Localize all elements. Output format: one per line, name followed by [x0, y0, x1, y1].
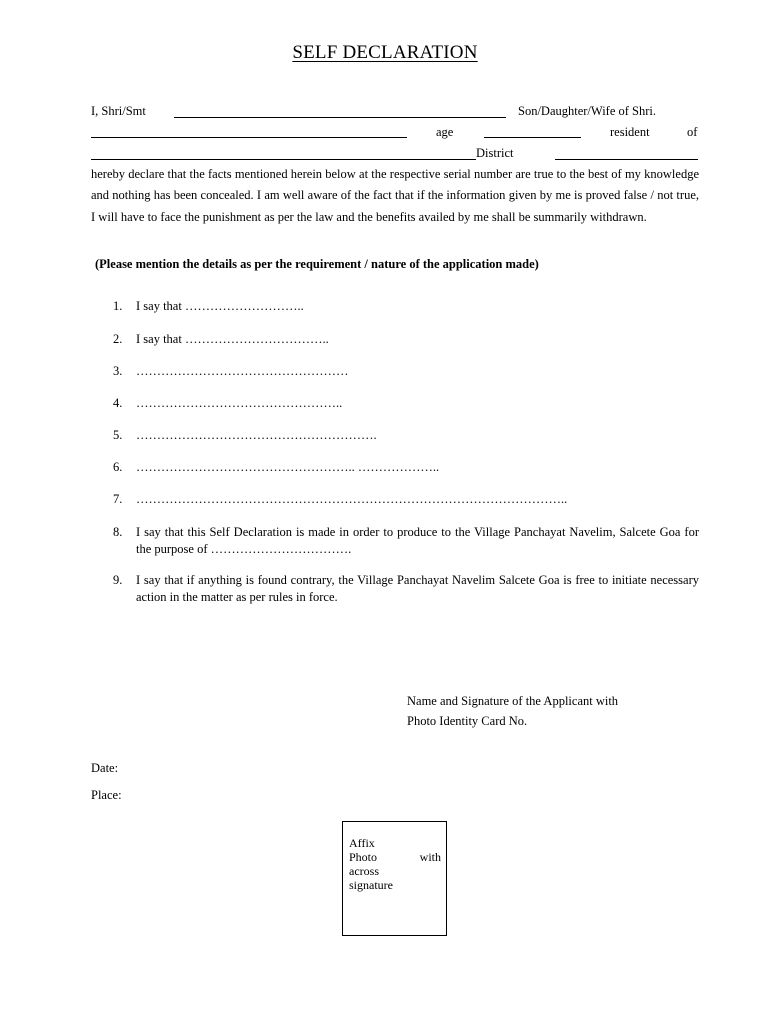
photo-line-across: across: [349, 864, 379, 878]
resident-label: resident: [610, 125, 650, 139]
item-text: I say that if anything is found contrary, the Village Panchayat Navelim Salcete Goa is free to initiate necessary action in the matter as per rules in force.: [136, 573, 699, 604]
item-text: ………………………………………………….: [136, 428, 377, 442]
photo-line-affix: Affix: [349, 836, 375, 850]
age-blank[interactable]: [484, 137, 581, 138]
age-label: age: [436, 125, 454, 139]
instruction-note: (Please mention the details as per the requirement / nature of the application made): [95, 257, 539, 271]
declaration-text: hereby declare that the facts mentioned herein below at the respective serial number are true to the best of my knowledge and nothing has been concealed. I am well aware of the fact that if the information given by me is proved false / not true, I will have to face the punishment as per the law and the benefits availed by me shall be summarily withdrawn.: [91, 167, 699, 224]
item-number: 5.: [113, 428, 123, 442]
photo-line-photo: Photo: [349, 850, 378, 864]
parent-name-blank[interactable]: [91, 137, 407, 138]
item-number: 1.: [113, 299, 123, 313]
photo-box[interactable]: [342, 821, 447, 936]
item-text: …………………………………………………………………………………………..: [136, 492, 568, 506]
document-title: SELF DECLARATION: [292, 42, 478, 63]
district-blank[interactable]: [555, 159, 698, 160]
place-label: Place:: [91, 788, 122, 802]
photo-instruction: [349, 836, 441, 892]
of-label: of: [687, 125, 698, 139]
applicant-name-blank[interactable]: [174, 117, 506, 118]
item-number: 3.: [113, 364, 123, 378]
item-number: 2.: [113, 332, 123, 346]
item-number: 6.: [113, 460, 123, 474]
date-label: Date:: [91, 761, 119, 775]
item-text: ……………………………………………: [136, 364, 349, 378]
item-text: …………………………………………….. ………………..: [136, 460, 440, 474]
signature-label-line1: Name and Signature of the Applicant with: [407, 694, 619, 708]
item-text: …………………………………………..: [136, 396, 343, 410]
signature-label-line2: Photo Identity Card No.: [407, 714, 528, 728]
item-number: 4.: [113, 396, 123, 410]
relation-label: Son/Daughter/Wife of Shri.: [518, 104, 657, 118]
residence-blank[interactable]: [91, 159, 476, 160]
item-text: I say that ……………………………..: [136, 332, 329, 346]
item-text: I say that this Self Declaration is made in order to produce to the Village Panchayat Navelim, Salcete Goa for the purpose of …………………………….: [136, 525, 699, 556]
shri-smt-label: I, Shri/Smt: [91, 104, 146, 118]
item-number: 9.: [113, 573, 123, 587]
item-text: I say that ………………………..: [136, 299, 304, 313]
item-number: 8.: [113, 525, 123, 539]
item-number: 7.: [113, 492, 123, 506]
photo-line-photo-with: [349, 850, 441, 864]
photo-line-signature: signature: [349, 878, 393, 892]
district-label: District: [476, 146, 514, 160]
photo-line-with: with: [419, 850, 441, 864]
